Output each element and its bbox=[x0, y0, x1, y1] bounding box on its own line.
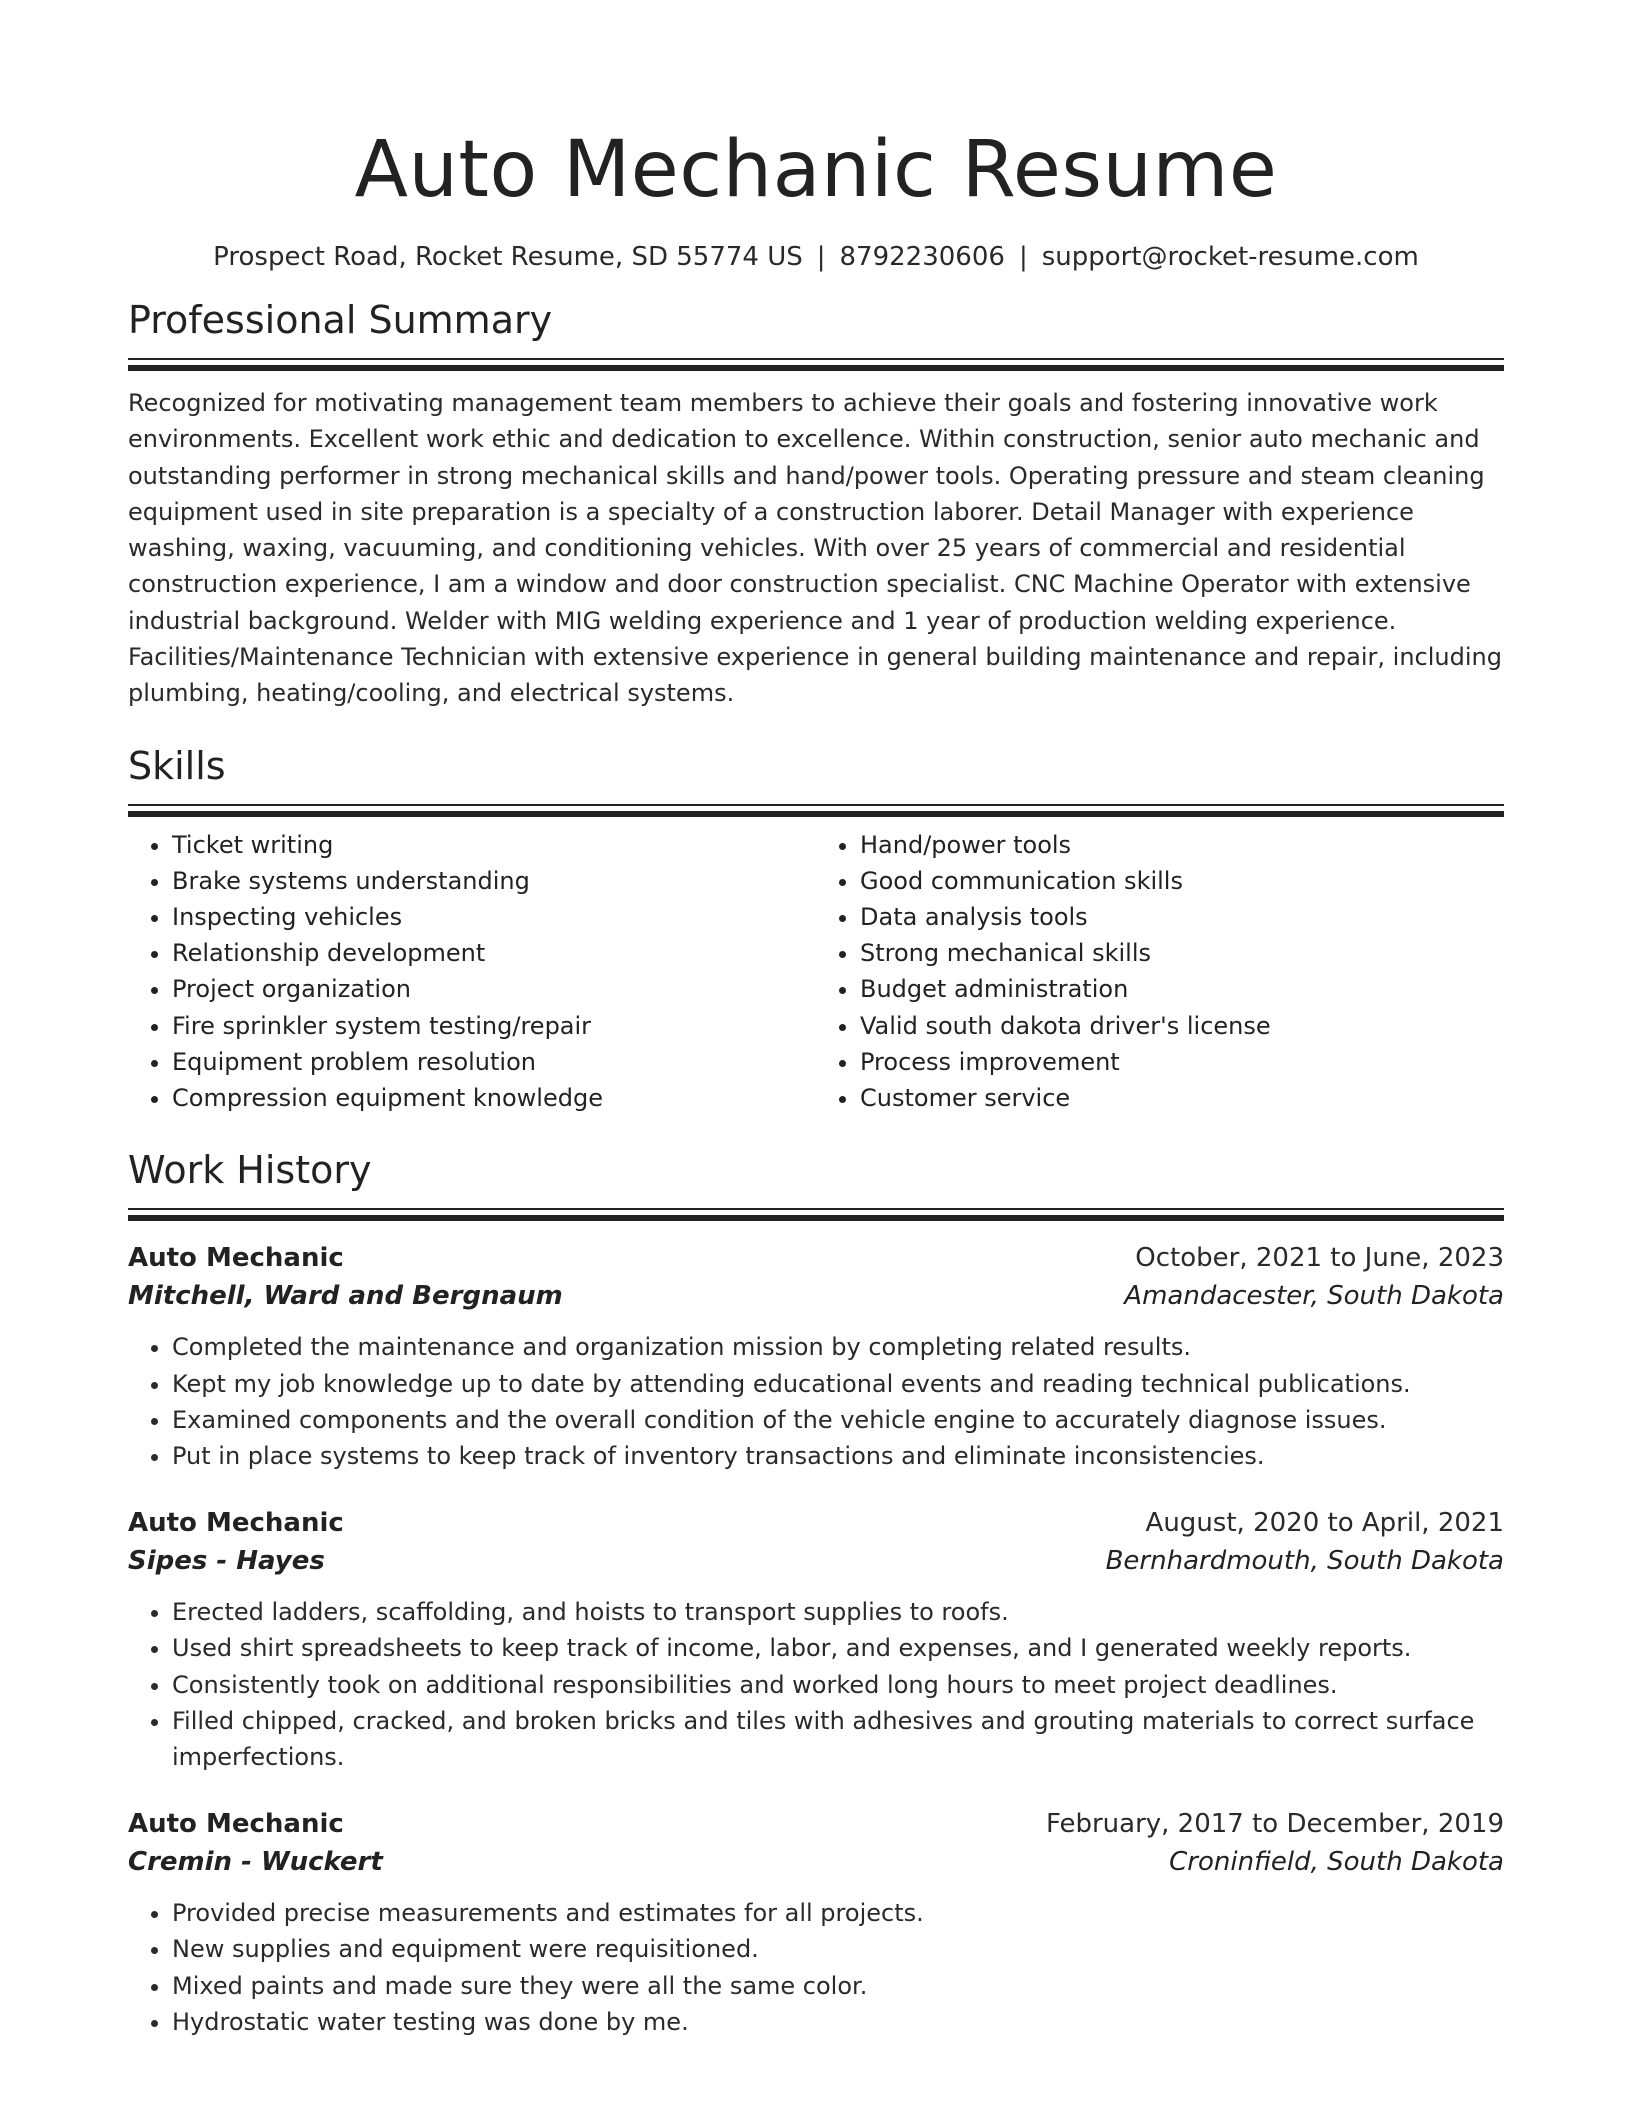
contact-separator: | bbox=[1018, 242, 1028, 272]
skills-columns bbox=[128, 827, 1504, 1117]
resume-title: Auto Mechanic Resume bbox=[354, 125, 1278, 215]
contact-email: support@rocket-resume.com bbox=[1041, 242, 1419, 272]
job-bullets bbox=[128, 1329, 1504, 1474]
skill-item: • Data analysis tools bbox=[860, 899, 1504, 935]
job-location: Bernhardmouth, South Dakota bbox=[1105, 1546, 1504, 1577]
summary-text: Recognized for motivating management team members to achieve their goals and fostering innovative work environments. Excellent work ethic and dedication to excellence. Within construction, senior auto mechanic and outstanding performer in strong mechanical skills and hand/power tools. Operating pressure and steam cleaning equipment used in site preparation is a specialty of a construction laborer. Detail Manager with experience washing, waxing, vacuuming, and conditioning vehicles. With over 25 years of commercial and residential construction experience, I am a window and door construction specialist. CNC Machine Operator with extensive industrial background. Welder with MIG welding experience and 1 year of production welding experience. Facilities/Maintenance Technician with extensive experience in general building maintenance and repair, including plumbing, heating/cooling, and electrical systems. bbox=[128, 389, 1502, 708]
skill-item: • Customer service bbox=[860, 1080, 1504, 1116]
skill-item: • Equipment problem resolution bbox=[172, 1044, 816, 1080]
contact-line bbox=[128, 240, 1504, 274]
skill-item: • Relationship development bbox=[172, 935, 816, 971]
skill-item: • Brake systems understanding bbox=[172, 863, 816, 899]
section-divider bbox=[128, 804, 1504, 817]
skill-item: • Hand/power tools bbox=[860, 827, 1504, 863]
contact-address: Prospect Road, Rocket Resume, SD 55774 US bbox=[213, 242, 803, 272]
section-heading: Professional Summary bbox=[128, 298, 553, 342]
job-title: Auto Mechanic bbox=[128, 1243, 344, 1274]
job-bullet: • Examined components and the overall condition of the vehicle engine to accurately diagnose issues. bbox=[172, 1402, 1504, 1438]
work-history-section bbox=[128, 1146, 1504, 2040]
skills-list-left bbox=[128, 827, 816, 1117]
job-bullet: • Put in place systems to keep track of inventory transactions and eliminate inconsistencies. bbox=[172, 1438, 1504, 1474]
job-bullet: • Hydrostatic water testing was done by me. bbox=[172, 2004, 1504, 2040]
job-dates: August, 2020 to April, 2021 bbox=[1145, 1508, 1504, 1539]
job-bullet: • New supplies and equipment were requisitioned. bbox=[172, 1931, 1504, 1967]
contact-phone: 8792230606 bbox=[839, 242, 1005, 272]
job-company: Mitchell, Ward and Bergnaum bbox=[128, 1281, 563, 1312]
skill-item: • Inspecting vehicles bbox=[172, 899, 816, 935]
skill-item: • Fire sprinkler system testing/repair bbox=[172, 1008, 816, 1044]
section-heading: Work History bbox=[128, 1148, 372, 1193]
job-dates: February, 2017 to December, 2019 bbox=[1045, 1809, 1504, 1840]
professional-summary-section bbox=[128, 296, 1504, 712]
skills-section bbox=[128, 742, 1504, 1117]
job-entry bbox=[128, 1504, 1504, 1775]
section-divider bbox=[128, 1208, 1504, 1221]
job-bullet: • Provided precise measurements and estimates for all projects. bbox=[172, 1895, 1504, 1931]
job-company: Cremin - Wuckert bbox=[128, 1847, 383, 1878]
skill-item: • Good communication skills bbox=[860, 863, 1504, 899]
job-entry bbox=[128, 1239, 1504, 1474]
job-bullet: • Filled chipped, cracked, and broken bricks and tiles with adhesives and grouting materials to correct surface imperfections. bbox=[172, 1703, 1504, 1775]
job-bullet: • Kept my job knowledge up to date by attending educational events and reading technical publications. bbox=[172, 1366, 1504, 1402]
job-bullet: • Completed the maintenance and organization mission by completing related results. bbox=[172, 1329, 1504, 1365]
job-bullet: • Used shirt spreadsheets to keep track of income, labor, and expenses, and I generated weekly reports. bbox=[172, 1630, 1504, 1666]
section-heading: Skills bbox=[128, 743, 226, 788]
job-bullets bbox=[128, 1895, 1504, 2040]
job-bullet: • Mixed paints and made sure they were all the same color. bbox=[172, 1968, 1504, 2004]
job-location: Amandacester, South Dakota bbox=[1124, 1281, 1504, 1312]
job-bullet: • Erected ladders, scaffolding, and hoists to transport supplies to roofs. bbox=[172, 1594, 1504, 1630]
job-location: Croninfield, South Dakota bbox=[1169, 1847, 1504, 1878]
job-dates: October, 2021 to June, 2023 bbox=[1135, 1243, 1504, 1274]
section-divider bbox=[128, 358, 1504, 371]
job-entry bbox=[128, 1805, 1504, 2040]
skill-item: • Ticket writing bbox=[172, 827, 816, 863]
job-bullet: • Consistently took on additional responsibilities and worked long hours to meet project deadlines. bbox=[172, 1667, 1504, 1703]
skill-item: • Compression equipment knowledge bbox=[172, 1080, 816, 1116]
contact-separator: | bbox=[816, 242, 826, 272]
skill-item: • Project organization bbox=[172, 971, 816, 1007]
skill-item: • Process improvement bbox=[860, 1044, 1504, 1080]
job-title: Auto Mechanic bbox=[128, 1809, 344, 1840]
skills-list-right bbox=[816, 827, 1504, 1117]
skill-item: • Strong mechanical skills bbox=[860, 935, 1504, 971]
skill-item: • Valid south dakota driver's license bbox=[860, 1008, 1504, 1044]
job-title: Auto Mechanic bbox=[128, 1508, 344, 1539]
job-bullets bbox=[128, 1594, 1504, 1775]
job-company: Sipes - Hayes bbox=[128, 1546, 325, 1577]
skill-item: • Budget administration bbox=[860, 971, 1504, 1007]
